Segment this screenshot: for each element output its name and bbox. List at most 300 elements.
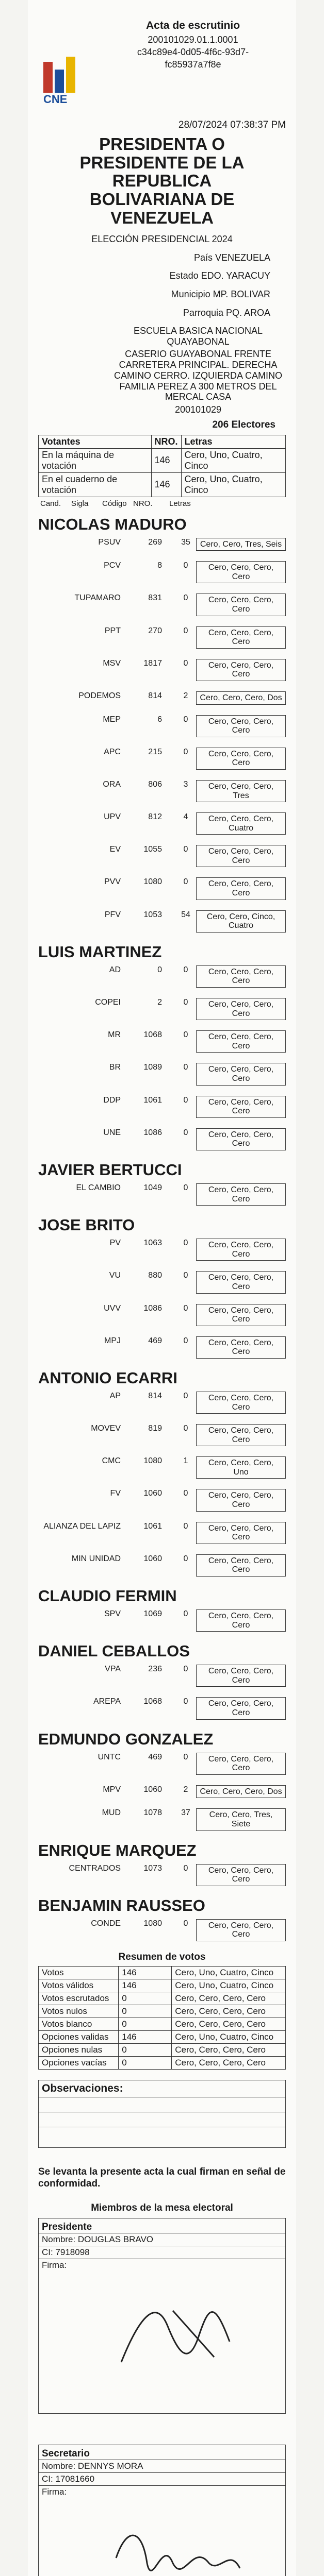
resumen-row <box>39 2018 286 2030</box>
resumen-row <box>39 2043 286 2056</box>
party-row <box>38 1554 286 1577</box>
party-row <box>38 998 286 1020</box>
office-title-line: PRESIDENTA O <box>99 134 225 154</box>
party-letras: Cero, Cero, Cero, Cero <box>196 998 286 1020</box>
party-letras: Cero, Cero, Cero, Dos <box>196 691 286 705</box>
votantes-row <box>39 448 286 472</box>
party-code: 0 <box>183 1336 188 1345</box>
scrutiny-receipt <box>28 0 296 2576</box>
party-votes: 1089 <box>143 1063 162 1072</box>
signer-firma-label: Firma: <box>42 2486 67 2497</box>
resumen-label: Opciones vacías <box>39 2056 119 2069</box>
acta-uuid-1: c34c89e4-0d05-4f6c-93d7- <box>137 46 249 57</box>
party-votes: 269 <box>148 537 162 547</box>
col-cand: Cand. <box>40 499 61 508</box>
party-code: 0 <box>183 1489 188 1498</box>
party-sigla: PPT <box>104 626 121 635</box>
party-sigla: AREPA <box>93 1697 121 1706</box>
party-code: 0 <box>183 1303 188 1313</box>
party-votes: 806 <box>148 779 162 789</box>
resumen-row <box>39 2005 286 2018</box>
resumen-label: Votos escrutados <box>39 1992 119 2005</box>
party-row <box>38 1063 286 1085</box>
party-row <box>38 748 286 770</box>
office-title-line: VENEZUELA <box>110 208 214 227</box>
resumen-label: Votos blanco <box>39 2018 119 2030</box>
party-code: 0 <box>183 1863 188 1873</box>
votantes-header-row <box>39 435 286 448</box>
party-sigla: MR <box>108 1030 121 1040</box>
party-code: 0 <box>183 998 188 1007</box>
acta-title: Acta de escrutinio <box>145 20 240 31</box>
party-votes: 1053 <box>143 910 162 919</box>
party-letras: Cero, Cero, Cinco, Cuatro <box>196 910 286 933</box>
party-letras: Cero, Cero, Cero, Dos <box>196 1785 286 1799</box>
col-sigla: Sigla <box>71 499 89 508</box>
resumen-letras: Cero, Uno, Cuatro, Cinco <box>172 1966 286 1979</box>
party-sigla: FV <box>110 1489 121 1498</box>
votantes-letras: Cero, Uno, Cuatro, Cinco <box>181 472 285 497</box>
party-code: 0 <box>183 1030 188 1040</box>
party-row <box>38 594 286 616</box>
party-sigla: VU <box>109 1271 121 1280</box>
party-code: 0 <box>183 658 188 668</box>
party-letras: Cero, Cero, Cero, Cero <box>196 1239 286 1261</box>
party-letras: Cero, Cero, Cero, Cero <box>196 659 286 681</box>
col-codigo: Código <box>102 499 127 508</box>
party-votes: 1061 <box>143 1095 162 1105</box>
votantes-nro: 146 <box>151 448 181 472</box>
party-votes: 831 <box>148 594 162 603</box>
resumen-nro: 0 <box>119 2018 172 2030</box>
electores-count: 206 Electores <box>212 419 276 430</box>
party-row <box>38 1304 286 1326</box>
estado: Estado EDO. YARACUY <box>169 270 270 281</box>
party-votes: 1078 <box>143 1808 162 1818</box>
signature-icon <box>111 2506 245 2576</box>
party-votes: 814 <box>148 691 162 700</box>
party-sigla: MIN UNIDAD <box>71 1554 121 1563</box>
party-sigla: VPA <box>105 1665 121 1674</box>
header-text <box>100 15 286 72</box>
party-votes: 1060 <box>143 1554 162 1563</box>
party-code: 4 <box>183 812 188 822</box>
party-letras: Cero, Cero, Cero, Cero <box>196 1128 286 1150</box>
party-letras: Cero, Cero, Cero, Uno <box>196 1456 286 1479</box>
party-letras: Cero, Cero, Cero, Cero <box>196 1392 286 1414</box>
resumen-nro: 146 <box>119 2030 172 2043</box>
party-row <box>38 1030 286 1053</box>
party-code: 0 <box>183 1521 188 1531</box>
resumen-label: Votos válidos <box>39 1979 119 1992</box>
party-votes: 236 <box>148 1665 162 1674</box>
party-code: 0 <box>183 1128 188 1137</box>
resumen-label: Opciones validas <box>39 2030 119 2043</box>
resumen-letras: Cero, Uno, Cuatro, Cinco <box>172 2030 286 2043</box>
party-sigla: CMC <box>102 1456 121 1466</box>
election-name: ELECCIÓN PRESIDENCIAL 2024 <box>91 234 233 245</box>
party-votes: 1060 <box>143 1785 162 1794</box>
party-sigla: CENTRADOS <box>69 1863 121 1873</box>
municipio: Municipio MP. BOLIVAR <box>171 289 270 299</box>
party-row <box>38 1239 286 1261</box>
party-code: 54 <box>181 910 190 919</box>
party-code: 1 <box>183 1456 188 1466</box>
party-code: 37 <box>181 1808 190 1818</box>
party-code: 0 <box>183 1919 188 1928</box>
timestamp: 28/07/2024 07:38:37 PM <box>178 120 286 130</box>
party-code: 0 <box>183 1554 188 1563</box>
party-sigla: PV <box>109 1239 121 1248</box>
party-code: 2 <box>183 691 188 700</box>
party-sigla: PFV <box>104 910 121 919</box>
party-code: 0 <box>183 561 188 570</box>
cne-logo-icon <box>38 52 100 113</box>
party-row <box>38 1919 286 1941</box>
candidate-name: CLAUDIO FERMIN <box>38 1587 177 1605</box>
candidates-list <box>38 515 286 1941</box>
signer-box <box>38 2218 286 2414</box>
party-letras: Cero, Cero, Cero, Cero <box>196 1336 286 1359</box>
party-votes: 812 <box>148 812 162 822</box>
party-letras: Cero, Cero, Cero, Cero <box>196 561 286 583</box>
party-sigla: PCV <box>104 561 121 570</box>
party-votes: 1817 <box>143 658 162 668</box>
party-sigla: MPV <box>103 1785 121 1794</box>
party-letras: Cero, Cero, Cero, Cero <box>196 1030 286 1053</box>
party-row <box>38 538 286 551</box>
office-title-line: REPUBLICA <box>112 171 212 191</box>
nro-header: NRO. <box>151 435 181 448</box>
party-sigla: EL CAMBIO <box>76 1183 121 1192</box>
receipt-header <box>38 15 286 113</box>
resumen-nro: 146 <box>119 1966 172 1979</box>
party-letras: Cero, Cero, Cero, Cero <box>196 1424 286 1446</box>
party-row <box>38 1183 286 1206</box>
party-code: 0 <box>183 747 188 756</box>
votantes-letras: Cero, Uno, Cuatro, Cinco <box>181 448 285 472</box>
party-row <box>38 1424 286 1446</box>
party-votes: 1080 <box>143 877 162 887</box>
party-letras: Cero, Cero, Cero, Cero <box>196 1864 286 1886</box>
observaciones-title: Observaciones: <box>39 2080 285 2097</box>
centro-name: ESCUELA BASICA NACIONAL QUAYABONAL <box>133 326 263 347</box>
party-sigla: PVV <box>104 877 121 887</box>
party-letras: Cero, Cero, Cero, Cero <box>196 845 286 867</box>
signer-nombre: Nombre: DOUGLAS BRAVO <box>39 2233 285 2246</box>
party-sigla: TUPAMARO <box>74 594 121 603</box>
signer-nombre: Nombre: DENNYS MORA <box>39 2460 285 2472</box>
resumen-letras: Cero, Cero, Cero, Cero <box>172 1992 286 2005</box>
party-row <box>38 1271 286 1293</box>
observaciones-box <box>38 2080 286 2148</box>
party-code: 0 <box>183 1063 188 1072</box>
party-row <box>38 1522 286 1544</box>
party-sigla: CONDE <box>91 1919 121 1928</box>
party-sigla: UNTC <box>98 1752 121 1761</box>
party-row <box>38 1392 286 1414</box>
party-votes: 1080 <box>143 1919 162 1928</box>
resumen-letras: Cero, Cero, Cero, Cero <box>172 2018 286 2030</box>
mesa-title: Miembros de la mesa electoral <box>91 2202 233 2213</box>
party-letras: Cero, Cero, Tres, Seis <box>196 538 286 551</box>
candidate-name: ANTONIO ECARRI <box>38 1368 177 1387</box>
signers-list <box>38 2218 286 2576</box>
party-row <box>38 715 286 737</box>
party-code: 0 <box>183 845 188 854</box>
resumen-nro: 0 <box>119 2056 172 2069</box>
party-sigla: UNE <box>103 1128 121 1137</box>
party-code: 0 <box>183 1609 188 1619</box>
party-sigla: MOVEV <box>91 1424 121 1433</box>
party-letras: Cero, Cero, Cero, Cero <box>196 1753 286 1775</box>
votantes-row <box>39 472 286 497</box>
signer-firma-area <box>39 2485 285 2576</box>
signer-ci: CI: 17081660 <box>39 2472 285 2485</box>
resumen-row <box>39 1966 286 1979</box>
party-votes: 1060 <box>143 1489 162 1498</box>
party-row <box>38 561 286 583</box>
resumen-row <box>39 2030 286 2043</box>
party-sigla: MSV <box>103 658 121 668</box>
party-row <box>38 1128 286 1150</box>
observaciones-line <box>39 2097 285 2112</box>
col-letras: Letras <box>169 499 191 508</box>
votantes-label: En el cuaderno de votación <box>39 472 152 497</box>
party-letras: Cero, Cero, Cero, Cero <box>196 1096 286 1118</box>
centro-address: CASERIO GUAYABONAL FRENTE CARRETERA PRINCIPAL. DERECHA CAMINO CERRO. IZQUIERDA CAMINO FAMILIA PEREZ A 300 METROS DEL MERCAL CASA <box>114 349 283 402</box>
candidate-name: BENJAMIN RAUSSEO <box>38 1896 205 1914</box>
signer-firma-label: Firma: <box>42 2260 67 2270</box>
resumen-row <box>39 2056 286 2069</box>
party-row <box>38 626 286 649</box>
party-row <box>38 1609 286 1632</box>
party-letras: Cero, Cero, Cero, Cero <box>196 1063 286 1085</box>
party-sigla: PSUV <box>98 537 121 547</box>
party-row <box>38 1096 286 1118</box>
party-sigla: EV <box>109 845 121 854</box>
party-row <box>38 1336 286 1359</box>
party-code: 0 <box>183 1752 188 1761</box>
party-letras: Cero, Cero, Cero, Cero <box>196 1609 286 1632</box>
party-votes: 0 <box>157 965 162 974</box>
party-row <box>38 659 286 681</box>
party-letras: Cero, Cero, Cero, Cero <box>196 748 286 770</box>
votantes-nro: 146 <box>151 472 181 497</box>
centro-code: 200101029 <box>174 404 222 415</box>
party-code: 0 <box>183 877 188 887</box>
resumen-label: Votos nulos <box>39 2005 119 2018</box>
party-sigla: PODEMOS <box>78 691 121 700</box>
candidate-name: JOSE BRITO <box>38 1216 135 1234</box>
office-title-line: PRESIDENTE DE LA <box>79 152 245 172</box>
party-letras: Cero, Cero, Cero, Cero <box>196 1554 286 1577</box>
party-votes: 819 <box>148 1424 162 1433</box>
party-votes: 1049 <box>143 1183 162 1192</box>
party-code: 0 <box>183 1271 188 1280</box>
office-title <box>38 135 286 227</box>
party-code: 0 <box>183 1239 188 1248</box>
party-votes: 1073 <box>143 1863 162 1873</box>
party-row <box>38 1456 286 1479</box>
party-votes: 814 <box>148 1391 162 1400</box>
party-row <box>38 1785 286 1799</box>
party-votes: 469 <box>148 1752 162 1761</box>
party-sigla: AD <box>109 965 121 974</box>
party-letras: Cero, Cero, Cero, Cero <box>196 1489 286 1511</box>
party-letras: Cero, Cero, Tres, Siete <box>196 1808 286 1831</box>
party-code: 2 <box>183 1785 188 1794</box>
party-letras: Cero, Cero, Cero, Cero <box>196 1665 286 1687</box>
party-row <box>38 691 286 705</box>
col-nro: NRO. <box>133 499 153 508</box>
acta-number: 200101029.01.1.0001 <box>148 35 238 45</box>
party-votes: 469 <box>148 1336 162 1345</box>
acta-uuid-2: fc85937a7f8e <box>165 59 221 70</box>
candidate-name: JAVIER BERTUCCI <box>38 1160 182 1179</box>
party-votes: 1061 <box>143 1521 162 1531</box>
signer-firma-area <box>39 2259 285 2413</box>
party-votes: 1086 <box>143 1303 162 1313</box>
party-sigla: AP <box>109 1391 121 1400</box>
votantes-header: Votantes <box>39 435 152 448</box>
party-votes: 1080 <box>143 1456 162 1466</box>
party-code: 35 <box>181 537 190 547</box>
pais: País VENEZUELA <box>193 252 270 263</box>
party-letras: Cero, Cero, Cero, Cero <box>196 594 286 616</box>
party-code: 0 <box>183 715 188 724</box>
signer-role: Secretario <box>42 2448 90 2459</box>
conformity-note: Se levanta la presente acta la cual firman en señal de conformidad. <box>38 2166 286 2189</box>
party-votes: 880 <box>148 1271 162 1280</box>
party-row <box>38 1697 286 1719</box>
svg-text:CNE: CNE <box>43 93 68 106</box>
party-letras: Cero, Cero, Cero, Cero <box>196 1697 286 1719</box>
signer-role: Presidente <box>42 2221 92 2232</box>
candidate-name: EDMUNDO GONZALEZ <box>38 1730 214 1748</box>
party-votes: 6 <box>157 715 162 724</box>
candidate-name: ENRIQUE MARQUEZ <box>38 1841 197 1859</box>
resumen-letras: Cero, Cero, Cero, Cero <box>172 2043 286 2056</box>
party-row <box>38 845 286 867</box>
party-row <box>38 965 286 988</box>
column-headers <box>38 499 286 508</box>
party-letras: Cero, Cero, Cero, Cero <box>196 877 286 900</box>
party-sigla: DDP <box>103 1095 121 1105</box>
party-code: 0 <box>183 1391 188 1400</box>
resumen-letras: Cero, Cero, Cero, Cero <box>172 2005 286 2018</box>
party-row <box>38 910 286 933</box>
resumen-row <box>39 1979 286 1992</box>
party-sigla: UVV <box>104 1303 121 1313</box>
party-code: 0 <box>183 1095 188 1105</box>
resumen-nro: 0 <box>119 2005 172 2018</box>
party-sigla: APC <box>104 747 121 756</box>
party-row <box>38 877 286 900</box>
resumen-label: Votos <box>39 1966 119 1979</box>
party-letras: Cero, Cero, Cero, Cero <box>196 715 286 737</box>
party-letras: Cero, Cero, Cero, Cuatro <box>196 812 286 835</box>
party-letras: Cero, Cero, Cero, Cero <box>196 1183 286 1206</box>
party-sigla: UPV <box>104 812 121 822</box>
party-row <box>38 1665 286 1687</box>
party-sigla: ORA <box>103 779 121 789</box>
candidate-name: LUIS MARTINEZ <box>38 942 162 961</box>
party-votes: 1086 <box>143 1128 162 1137</box>
resumen-nro: 146 <box>119 1979 172 1992</box>
party-code: 0 <box>183 1665 188 1674</box>
center-info <box>110 326 286 415</box>
resumen-letras: Cero, Cero, Cero, Cero <box>172 2056 286 2069</box>
party-letras: Cero, Cero, Cero, Cero <box>196 1271 286 1293</box>
party-letras: Cero, Cero, Cero, Cero <box>196 626 286 649</box>
candidate-name: DANIEL CEBALLOS <box>38 1642 190 1660</box>
resumen-letras: Cero, Uno, Cuatro, Cinco <box>172 1979 286 1992</box>
parroquia: Parroquia PQ. AROA <box>183 307 270 318</box>
signature-icon <box>111 2280 245 2383</box>
party-row <box>38 812 286 835</box>
party-votes: 1068 <box>143 1030 162 1040</box>
party-letras: Cero, Cero, Cero, Cero <box>196 1522 286 1544</box>
party-votes: 1068 <box>143 1697 162 1706</box>
party-votes: 270 <box>148 626 162 635</box>
party-letras: Cero, Cero, Cero, Tres <box>196 780 286 802</box>
candidate-name: NICOLAS MADURO <box>38 515 187 533</box>
party-letras: Cero, Cero, Cero, Cero <box>196 1919 286 1941</box>
resumen-title: Resumen de votos <box>118 1951 206 1962</box>
party-row <box>38 1808 286 1831</box>
party-sigla: ALIANZA DEL LAPIZ <box>43 1521 121 1531</box>
resumen-nro: 0 <box>119 1992 172 2005</box>
resumen-row <box>39 1992 286 2005</box>
party-code: 0 <box>183 965 188 974</box>
party-votes: 1063 <box>143 1239 162 1248</box>
party-sigla: MEP <box>103 715 121 724</box>
party-letras: Cero, Cero, Cero, Cero <box>196 1304 286 1326</box>
party-sigla: SPV <box>104 1609 121 1619</box>
party-votes: 8 <box>157 561 162 570</box>
resumen-table <box>38 1966 286 2070</box>
party-code: 0 <box>183 1424 188 1433</box>
party-votes: 215 <box>148 747 162 756</box>
party-sigla: COPEI <box>95 998 121 1007</box>
party-row <box>38 1489 286 1511</box>
signer-box <box>38 2445 286 2576</box>
party-votes: 1069 <box>143 1609 162 1619</box>
party-code: 0 <box>183 626 188 635</box>
party-row <box>38 1753 286 1775</box>
party-row <box>38 780 286 802</box>
party-code: 0 <box>183 1183 188 1192</box>
party-votes: 1055 <box>143 845 162 854</box>
observaciones-line <box>39 2112 285 2127</box>
party-code: 0 <box>183 594 188 603</box>
party-sigla: MUD <box>102 1808 121 1818</box>
party-sigla: BR <box>109 1063 121 1072</box>
resumen-nro: 0 <box>119 2043 172 2056</box>
resumen-label: Opciones nulas <box>39 2043 119 2056</box>
party-code: 3 <box>183 779 188 789</box>
party-letras: Cero, Cero, Cero, Cero <box>196 965 286 988</box>
party-votes: 2 <box>157 998 162 1007</box>
party-sigla: MPJ <box>104 1336 121 1345</box>
votantes-label: En la máquina de votación <box>39 448 152 472</box>
party-row <box>38 1864 286 1886</box>
party-code: 0 <box>183 1697 188 1706</box>
signer-ci: CI: 7918098 <box>39 2246 285 2259</box>
letras-header: Letras <box>181 435 285 448</box>
office-title-line: BOLIVARIANA DE <box>89 189 235 209</box>
